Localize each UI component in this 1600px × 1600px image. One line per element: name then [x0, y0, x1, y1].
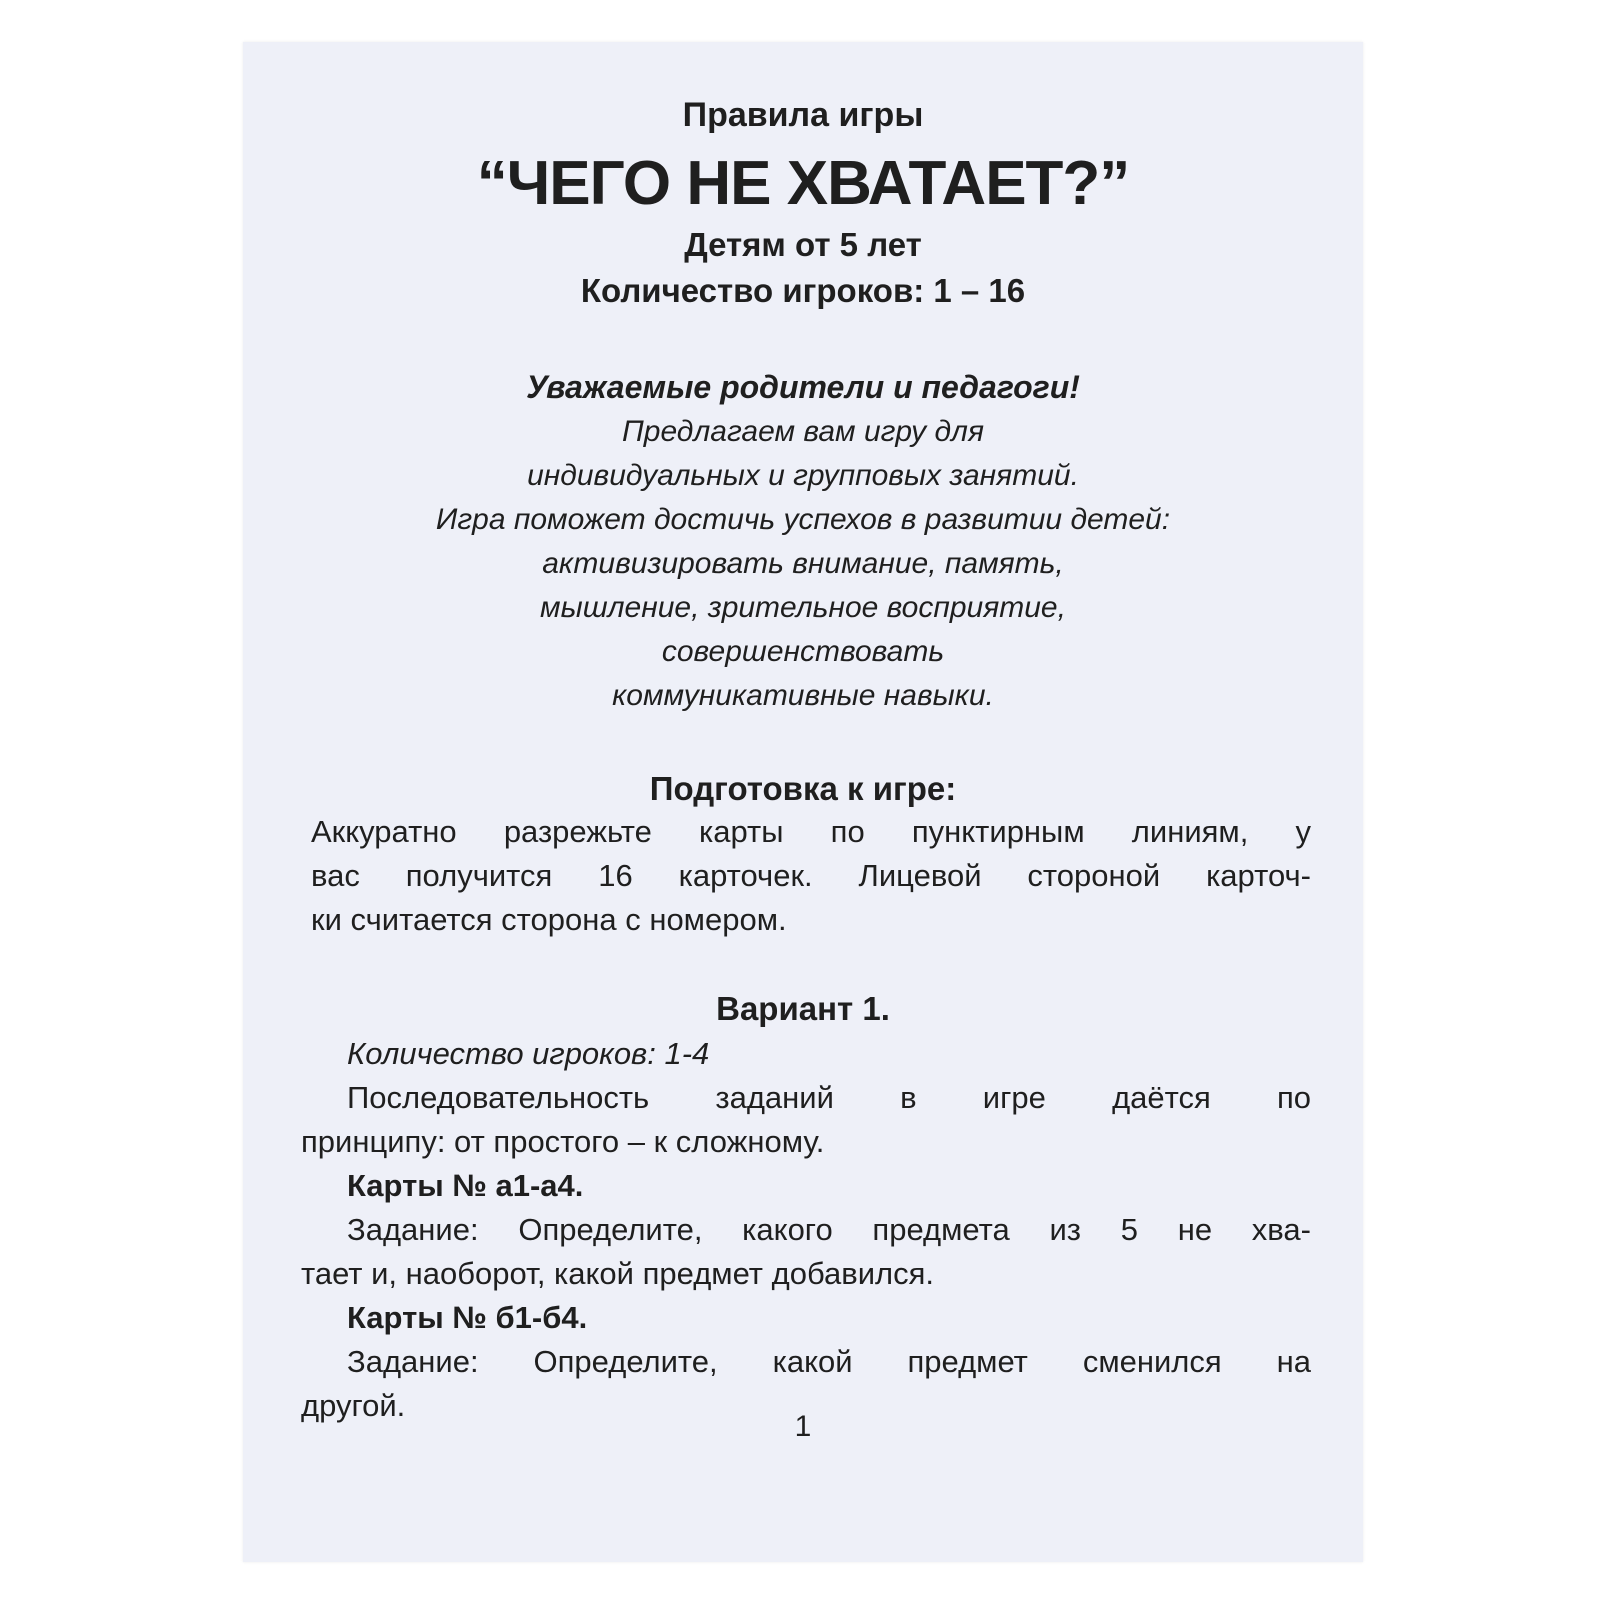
age-recommendation: Детям от 5 лет — [684, 226, 922, 263]
preparation-heading: Подготовка к игре: — [649, 770, 957, 807]
task-b-line: Задание: Определите, какой предмет сменился на — [347, 1344, 1311, 1379]
task-a-line: тает и, наоборот, какой предмет добавился. — [301, 1256, 935, 1291]
intro-line: Игра поможет достичь успехов в развитии детей: — [435, 503, 1171, 536]
intro-line: индивидуальных и групповых занятий. — [527, 459, 1079, 492]
intro-line: Предлагаем вам игру для — [622, 415, 984, 448]
document-page — [243, 42, 1363, 1562]
preparation-line: вас получится 16 карточек. Лицевой стороной карточ- — [311, 858, 1311, 893]
task-a-line: Задание: Определите, какого предмета из 5 не хва- — [347, 1212, 1311, 1247]
preparation-text — [311, 810, 1311, 942]
page-number: 1 — [794, 1410, 812, 1443]
intro-line: мышление, зрительное восприятие, — [540, 591, 1066, 624]
greeting: Уважаемые родители и педагоги! — [526, 369, 1080, 405]
intro-paragraph — [243, 410, 1363, 718]
intro-line: совершенствовать — [661, 635, 945, 668]
player-count: Количество игроков: 1 – 16 — [580, 272, 1026, 309]
variant-1-body — [301, 1032, 1311, 1428]
task-b-line: другой. — [301, 1388, 406, 1423]
game-title: “ЧЕГО НЕ ХВАТАЕТ?” — [476, 149, 1130, 218]
variant-1-sequence-line: Последовательность заданий в игре даётся по — [347, 1080, 1311, 1115]
cards-b-heading: Карты № б1-б4. — [347, 1300, 588, 1335]
intro-line: коммуникативные навыки. — [612, 679, 994, 712]
preparation-line: Аккуратно разрежьте карты по пунктирным линиям, у — [311, 814, 1311, 849]
cards-a-heading: Карты № а1-а4. — [347, 1168, 584, 1203]
preparation-line: ки считается сторона с номером. — [311, 902, 787, 937]
rules-heading: Правила игры — [682, 96, 924, 134]
variant-1-sequence-line: принципу: от простого – к сложному. — [301, 1124, 825, 1159]
variant-1-players: Количество игроков: 1-4 — [347, 1036, 710, 1071]
intro-line: активизировать внимание, память, — [542, 547, 1064, 580]
variant-1-heading: Вариант 1. — [716, 990, 890, 1027]
